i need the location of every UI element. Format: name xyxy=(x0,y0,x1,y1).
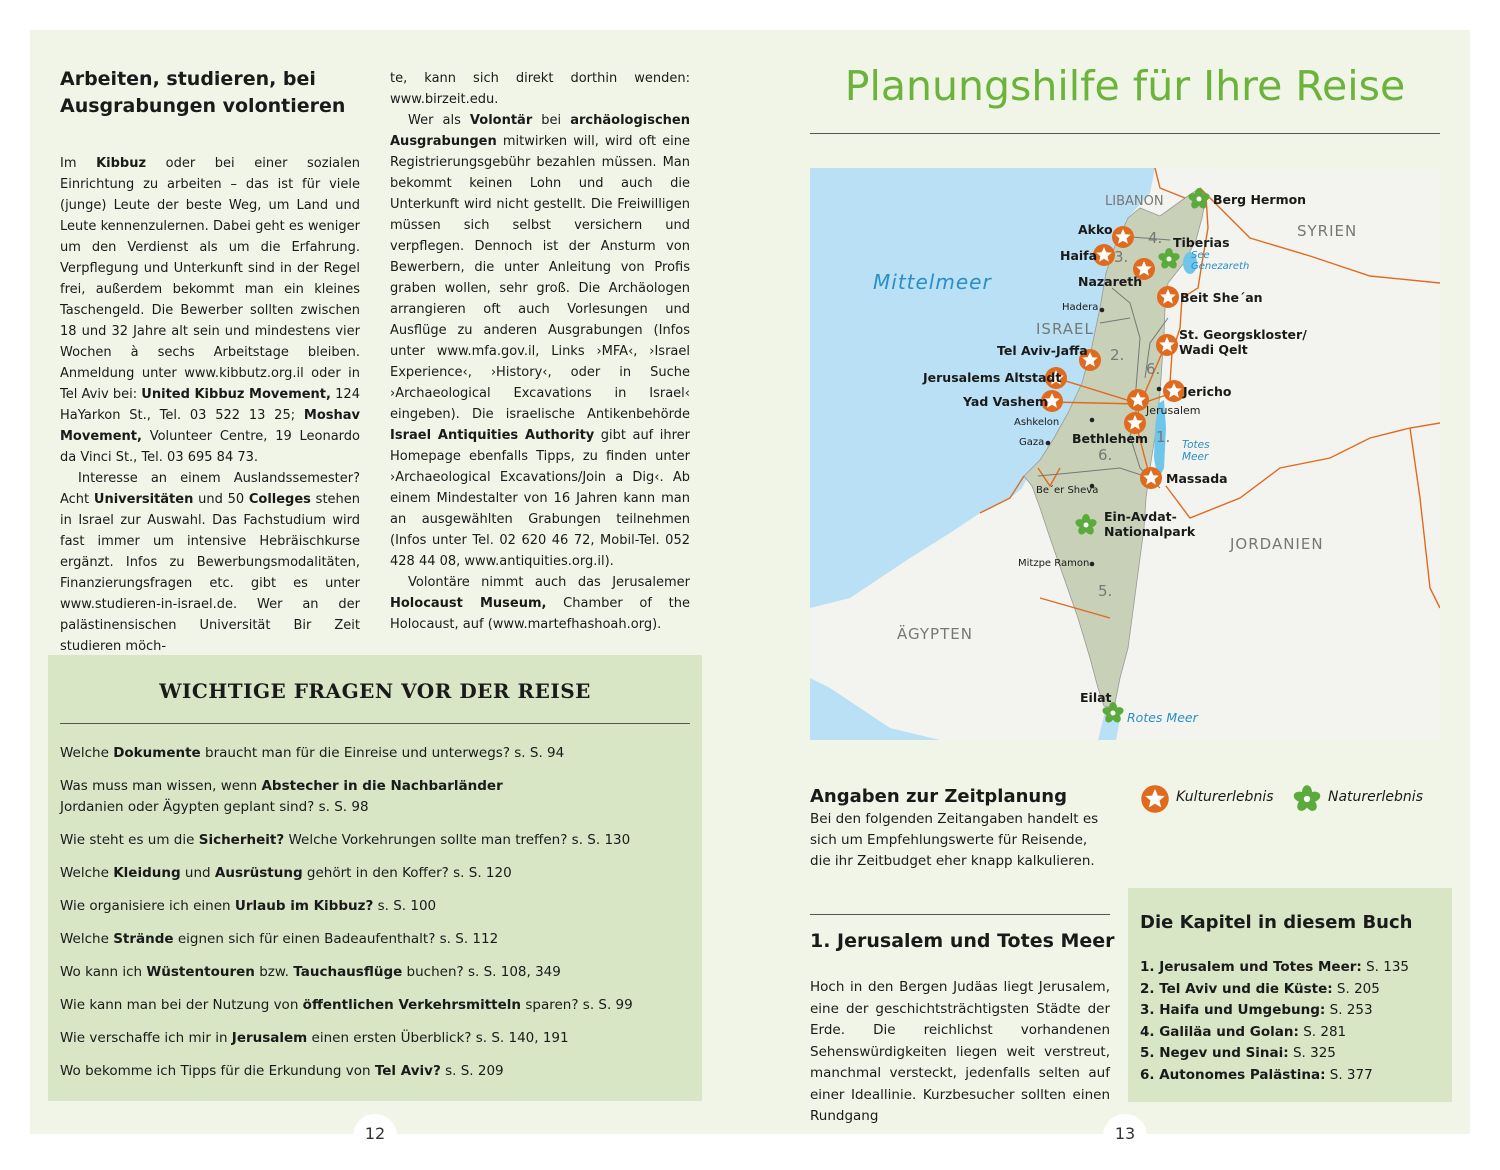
bold-term: Tel Aviv? xyxy=(374,1063,441,1079)
bold-term: Wüstentouren xyxy=(146,964,255,980)
question-item: Wie verschaffe ich mir in Jerusalem einen ersten Überblick? s. S. 140, 191 xyxy=(60,1030,569,1046)
genezareth-label: Genezareth xyxy=(1191,261,1250,272)
region-6-label-a: 6. xyxy=(1146,360,1161,378)
mitzpe-label: Mitzpe Ramon xyxy=(1018,558,1090,569)
chapter-item xyxy=(1140,1043,1440,1065)
culture-legend-icon xyxy=(1140,784,1170,814)
st-georg-label-2: Wadi Qelt xyxy=(1179,342,1248,357)
region-5-label: 5. xyxy=(1098,582,1113,600)
question-item: Welche Strände eignen sich für einen Badeaufenthalt? s. S. 112 xyxy=(60,931,499,947)
berg-hermon-label: Berg Hermon xyxy=(1213,192,1307,207)
yad-vashem-label: Yad Vashem xyxy=(963,394,1048,409)
question-item: Wo bekomme ich Tipps für die Erkundung von Tel Aviv? s. S. 209 xyxy=(60,1063,504,1079)
jerusalem-label: Jerusalem xyxy=(1146,404,1201,417)
bold-term: United Kibbuz Movement, xyxy=(141,387,331,402)
section1-title: 1. Jerusalem und Totes Meer xyxy=(810,930,1115,952)
lebanon-label: LIBANON xyxy=(1105,194,1164,209)
rotes-meer-label: Rotes Meer xyxy=(1127,710,1198,725)
region-2-label: 2. xyxy=(1110,346,1125,364)
bold-term: Urlaub im Kibbuz? xyxy=(234,898,374,914)
chapter-name: 1. Jerusalem und Totes Meer: xyxy=(1140,959,1362,975)
beersheva-label: Be´er Sheva xyxy=(1036,485,1099,496)
chapter-page: S. 205 xyxy=(1332,980,1380,997)
bold-term: Sicherheit? xyxy=(198,832,285,848)
chapter-name: 3. Haifa und Umgebung: xyxy=(1140,1002,1326,1018)
questions-list xyxy=(60,743,690,1094)
nazareth-label: Nazareth xyxy=(1078,274,1143,289)
questions-divider xyxy=(60,723,690,724)
bold-term: Volontär xyxy=(469,113,533,128)
section1-text: Hoch in den Bergen Judäas liegt Jerusalem, eine der geschichtsträchtigsten Städte der Erde. Die reichlichst vorhandenen Sehenswürdigkeiten liegen weit verstreut, manchmal versteckt, jedenfalls selten auf einer Ideallinie. Kurzbesucher sollten einen Rundgang xyxy=(810,979,1110,1124)
jericho-marker-icon xyxy=(1163,380,1185,402)
page-number-left: 12 xyxy=(353,1114,397,1158)
chapter-name: 5. Negev und Sinai: xyxy=(1140,1045,1289,1061)
altstadt-label: Jerusalems Altstadt xyxy=(923,370,1062,385)
culture-legend-label: Kulturerlebnis xyxy=(1176,789,1274,805)
questions-box xyxy=(48,655,702,1101)
chapter-name: 6. Autonomes Palästina: xyxy=(1140,1066,1326,1083)
heading-line-1: Arbeiten, studieren, bei xyxy=(60,68,316,90)
question-item: Welche Dokumente braucht man für die Einreise und unterwegs? s. S. 94 xyxy=(60,745,565,761)
chapters-title: Die Kapitel in diesem Buch xyxy=(1140,912,1413,933)
chapter-item xyxy=(1140,1022,1440,1044)
volunteer-paragraph: Wer als Volontär bei archäologischen Ausgrabungen mitwirken will, wird oft eine Registrierungsgebühr bezahlen müssen. Man bekommt keinen Lohn und auch die Unterkunft wird nicht gestellt. Die Freiwilligen müssen sich selbst versichern und verpflegen. Dennoch ist der Ansturm von Bewerbern, die unter Anleitung von Profis graben wollen, sehr groß. Die Archäologen arrangieren oft auch Vorlesungen und Ausflüge zu anderen Ausgrabungen (Infos unter www.mfa.gov.il, Links ›MFA‹, ›Israel Experience‹, ›History‹, oder in Suche ›Archaeological Excavations in Israel‹ eingeben). Die israelische Antikenbehörde Israel Antiquities Authority gibt auf ihrer Homepage ebenfalls Tipps, zu finden unter ›Archaeological Excavations/Join a Dig‹. Ab einem Mindestalter von 16 Jahren kann man an ausgewählten Grabungen teilnehmen (Infos unter Tel. 02 620 46 72, Mobil-Tel. 052 428 44 08, www.antiquities.org.il). xyxy=(390,113,690,569)
bold-term: Strände xyxy=(113,931,174,947)
chapter-name: 2. Tel Aviv und die Küste: xyxy=(1140,980,1333,997)
meer-label: Meer xyxy=(1182,451,1209,463)
chapter-item xyxy=(1140,957,1440,979)
question-item: Wie steht es um die Sicherheit? Welche Vorkehrungen sollte man treffen? s. S. 130 xyxy=(60,832,631,848)
gaza-label: Gaza xyxy=(1019,437,1045,448)
bold-term: Moshav Movement, xyxy=(60,408,360,444)
chapter-item xyxy=(1140,1000,1440,1022)
eilat-label: Eilat xyxy=(1080,690,1112,705)
zeitplanung-title: Angaben zur Zeitplanung xyxy=(810,786,1067,807)
question-item: Was muss man wissen, wenn Abstecher in die Nachbarländer Jordanien oder Ägypten geplant sind? s. S. 98 xyxy=(60,778,503,815)
bold-term: Abstecher in die Nachbarländer xyxy=(261,778,503,794)
question-item: Wie organisiere ich einen Urlaub im Kibbuz? s. S. 100 xyxy=(60,898,437,914)
region-1-label: 1. xyxy=(1156,428,1171,446)
beit-shean-marker-icon xyxy=(1157,286,1179,308)
sea-label: Mittelmeer xyxy=(873,270,992,294)
totes-label: Totes xyxy=(1182,439,1210,451)
haifa-label: Haifa xyxy=(1060,248,1098,263)
massada-marker-icon xyxy=(1140,467,1162,489)
left-heading xyxy=(60,66,360,120)
nature-legend-icon xyxy=(1292,784,1322,814)
chapters-box xyxy=(1128,888,1452,1102)
bold-term: Colleges xyxy=(248,492,311,507)
chapter-name: 4. Galiläa und Golan: xyxy=(1140,1023,1299,1040)
syria-label: SYRIEN xyxy=(1297,222,1358,240)
jordan-label: JORDANIEN xyxy=(1230,535,1324,553)
chapter-page: S. 281 xyxy=(1298,1023,1347,1040)
bold-term: Israel Antiquities Authority xyxy=(390,428,595,443)
right-title: Planungshilfe für Ihre Reise xyxy=(844,62,1406,110)
question-item: Wie kann man bei der Nutzung von öffentlichen Verkehrsmitteln sparen? s. S. 99 xyxy=(60,997,633,1013)
heading-line-2: Ausgrabungen volontieren xyxy=(60,95,346,117)
massada-label: Massada xyxy=(1166,471,1228,486)
bold-term: Dokumente xyxy=(113,745,201,761)
bold-term: Universitäten xyxy=(93,492,194,507)
akko-marker-icon xyxy=(1112,226,1134,248)
tel-aviv-label: Tel Aviv-Jaffa xyxy=(997,343,1088,358)
question-item: Wo kann ich Wüstentouren bzw. Tauchausflüge buchen? s. S. 108, 349 xyxy=(60,964,561,980)
bold-term: Jerusalem xyxy=(231,1030,308,1046)
region-4-label: 4. xyxy=(1148,229,1163,247)
egypt-label: ÄGYPTEN xyxy=(897,625,973,643)
bethlehem-label: Bethlehem xyxy=(1072,431,1149,446)
chapter-page: S. 135 xyxy=(1361,959,1410,975)
region-3-label: 3. xyxy=(1114,248,1129,266)
left-column-2 xyxy=(390,68,690,635)
birzeit-paragraph: te, kann sich direkt dorthin wenden: www.birzeit.edu. xyxy=(390,71,690,107)
bold-term: öffentlichen Verkehrsmitteln xyxy=(302,997,522,1013)
bold-term: Holocaust Museum, xyxy=(390,596,547,611)
chapter-item xyxy=(1140,1065,1440,1087)
jericho-label: Jericho xyxy=(1183,384,1232,399)
israel-label: ISRAEL xyxy=(1036,320,1094,338)
chapter-page: S. 325 xyxy=(1288,1045,1336,1061)
left-column-1 xyxy=(60,153,360,657)
israel-map xyxy=(810,168,1440,740)
hadera-label: Hadera xyxy=(1062,302,1099,313)
beit-shean-label: Beit She´an xyxy=(1180,290,1263,305)
questions-title: WICHTIGE FRAGEN VOR DER REISE xyxy=(159,679,591,703)
ein-avdat-label-1: Ein-Avdat- xyxy=(1104,509,1177,524)
holocaust-paragraph: Volontäre nimmt auch das Jerusalemer Holocaust Museum, Chamber of the Holocaust, auf (www.martefhashoah.org). xyxy=(390,575,690,632)
chapter-item xyxy=(1140,979,1440,1001)
st-georg-label-1: St. Georgskloster/ xyxy=(1179,327,1307,342)
see-label: See xyxy=(1191,250,1210,261)
bold-term: Ausrüstung xyxy=(214,865,303,881)
akko-label: Akko xyxy=(1078,222,1113,237)
study-paragraph: Interesse an einem Auslandssemester? Acht Universitäten und 50 Colleges stehen in Israel zur Auswahl. Das Fachstudium wird fast immer um intensive Hebräischkurse ergänzt. Infos zu Bewerbungsmodalitäten, Finanzierungsfragen etc. gibt es unter www.studieren-in-israel.de. Wer an der palästinensischen Universität Bir Zeit studieren möch- xyxy=(60,471,361,654)
st-georg-marker-icon xyxy=(1156,334,1178,356)
ein-avdat-label-2: Nationalpark xyxy=(1104,524,1196,539)
bold-term: Kleidung xyxy=(113,865,181,881)
region-6-label-b: 6. xyxy=(1098,446,1113,464)
ashkelon-label: Ashkelon xyxy=(1014,417,1060,428)
section1-divider xyxy=(810,914,1110,915)
title-divider xyxy=(810,133,1440,134)
tiberias-label: Tiberias xyxy=(1173,235,1230,250)
chapter-page: S. 253 xyxy=(1325,1002,1373,1018)
bold-term: Kibbuz xyxy=(96,156,147,171)
page-number-right: 13 xyxy=(1103,1114,1147,1158)
zeitplanung-text: Bei den folgenden Zeitangaben handelt es sich um Empfehlungswerte für Reisende, die ihr Zeitbudget eher knapp kalkulieren. xyxy=(810,811,1099,869)
bold-term: Tauchausflüge xyxy=(293,964,403,980)
kibbuz-paragraph: Im Kibbuz oder bei einer sozialen Einrichtung zu arbeiten – das ist für viele (junge) Leute der beste Weg, um Land und Leute kennenzulernen. Dabei geht es weniger um den Verdienst als um die Erfahrung. Verpflegung und Unterkunft sind in der Regel frei, außerdem bekommt man ein kleines Taschengeld. Die Bewerber sollten zwischen 18 und 32 Jahre alt sein und mindestens vier Wochen à sechs Arbeitstage bleiben. Anmeldung unter www.kibbutz.org.il oder in Tel Aviv bei: United Kibbuz Movement, 124 HaYarkon St., Tel. 03 522 13 25; Moshav Movement, Volunteer Centre, 19 Leonardo da Vinci St., Tel. 03 695 84 73. xyxy=(60,156,360,465)
nature-legend-label: Naturerlebnis xyxy=(1328,789,1423,805)
bold-term: archäologischen Ausgrabungen xyxy=(390,113,690,149)
chapters-list xyxy=(1140,957,1440,1086)
chapter-page: S. 377 xyxy=(1325,1066,1373,1083)
question-item: Welche Kleidung und Ausrüstung gehört in den Koffer? s. S. 120 xyxy=(60,865,512,881)
